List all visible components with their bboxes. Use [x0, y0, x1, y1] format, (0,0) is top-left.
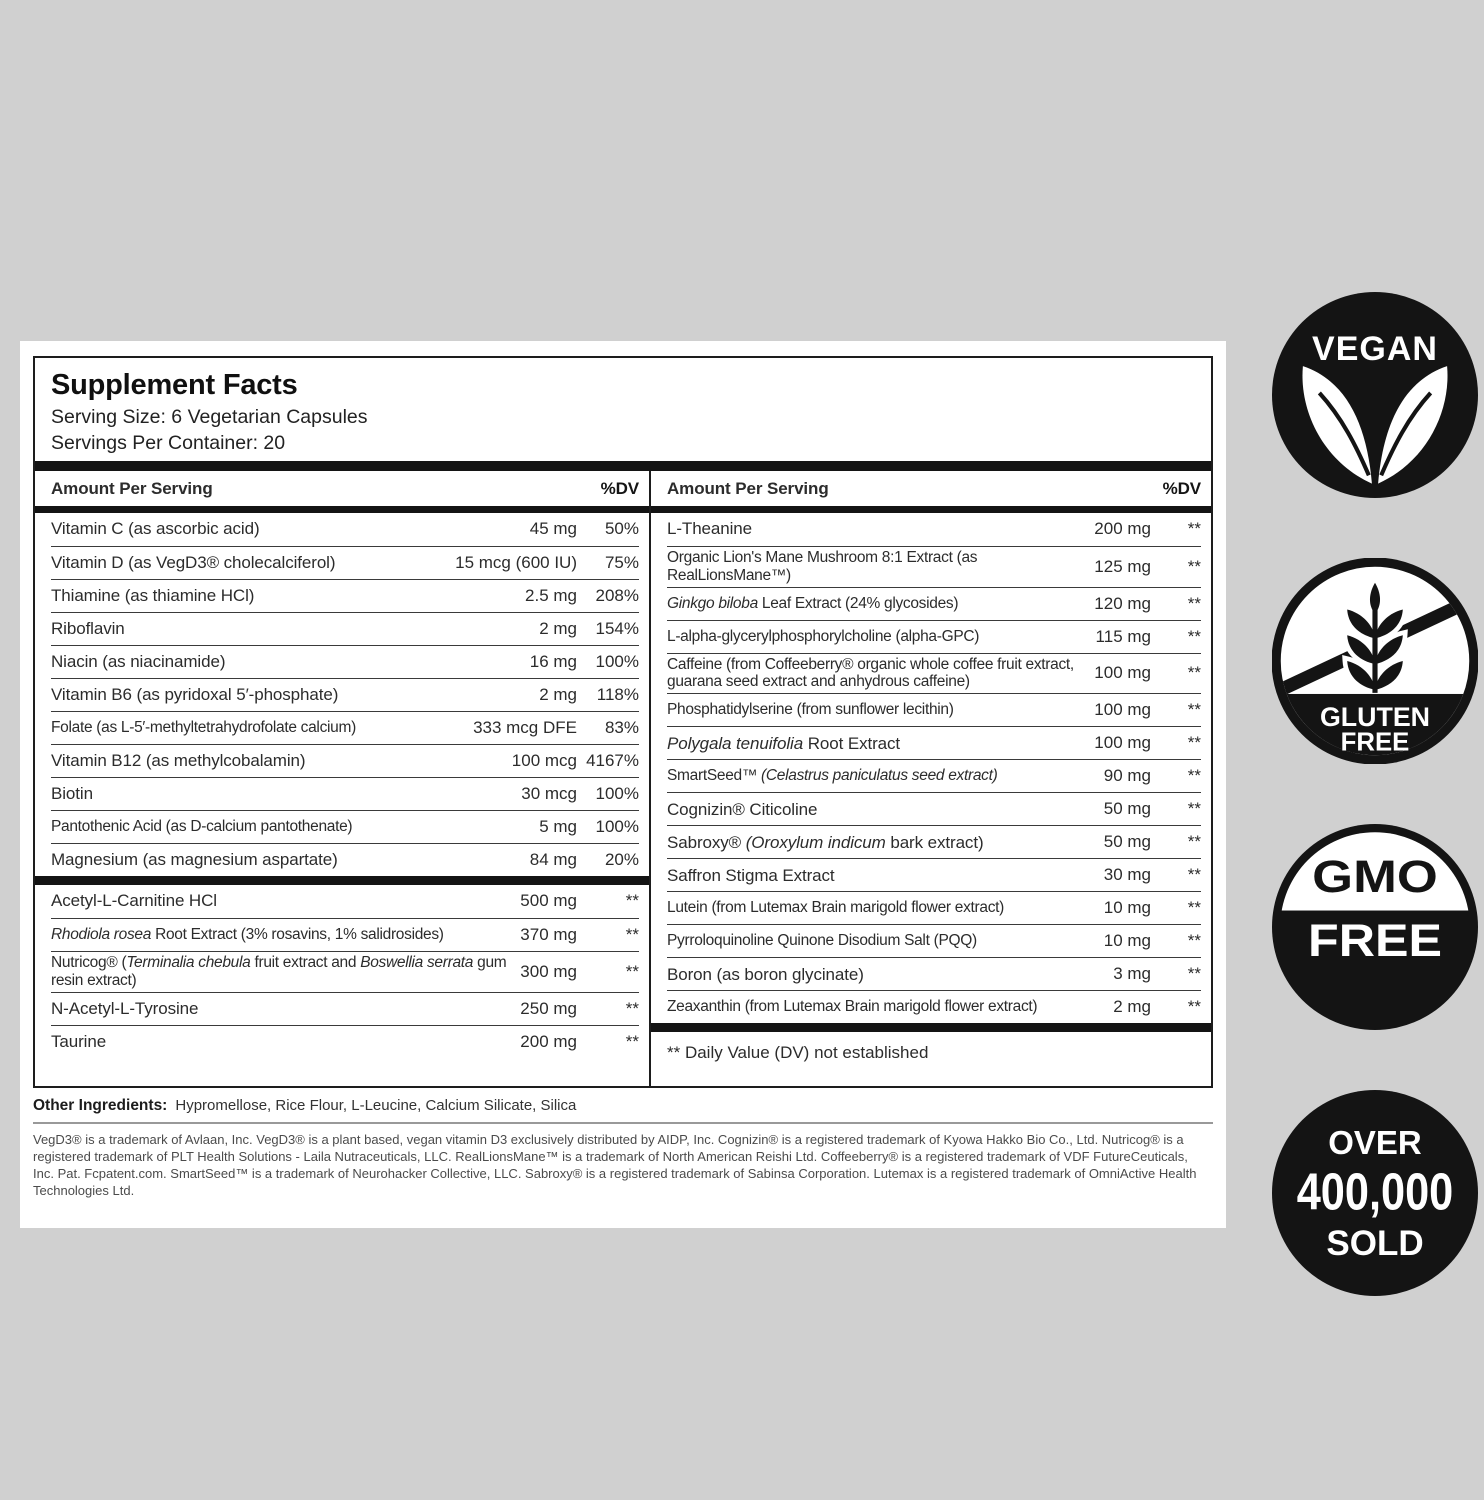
ingredient-name: Pantothenic Acid (as D-calcium pantothenate)	[51, 817, 353, 835]
column-header-bar	[35, 506, 649, 513]
ingredient-amount: 2 mg	[539, 684, 577, 704]
nutrients-column-right	[649, 471, 1211, 1086]
table-row	[51, 992, 639, 1025]
ingredient-name: SmartSeed™ (Celastrus paniculatus seed extract)	[667, 767, 998, 785]
ingredient-dv: 83%	[604, 717, 639, 737]
ingredient-amount: 10 mg	[1103, 931, 1151, 951]
gluten-free-badge-text-1: GLUTEN	[1319, 701, 1431, 732]
column-header-left	[35, 471, 649, 506]
ingredient-amount: 250 mg	[520, 998, 577, 1018]
actives-section-left	[35, 885, 649, 1058]
dv-header: %DV	[600, 478, 639, 498]
ingredient-dv: 20%	[604, 849, 639, 869]
ingredient-amount: 125 mg	[1094, 556, 1151, 576]
dv-header: %DV	[1162, 478, 1201, 498]
ingredient-dv: **	[625, 891, 639, 911]
ingredient-amount: 90 mg	[1103, 766, 1151, 786]
table-row	[667, 546, 1201, 587]
ingredient-dv: 4167%	[586, 750, 639, 770]
table-row	[51, 951, 639, 992]
ingredient-amount: 50 mg	[1103, 799, 1151, 819]
ingredient-amount: 370 mg	[520, 924, 577, 944]
servings-per-container: Servings Per Container: 20	[51, 431, 286, 454]
ingredient-name: Zeaxanthin (from Lutemax Brain marigold flower extract)	[667, 998, 1038, 1016]
other-ingredients	[20, 1088, 1226, 1115]
ingredient-amount: 2 mg	[1113, 997, 1151, 1017]
ingredient-name: Vitamin B6 (as pyridoxal 5′-phosphate)	[51, 684, 339, 704]
ingredient-amount: 84 mg	[529, 849, 577, 869]
ingredient-amount: 30 mcg	[521, 783, 577, 803]
dv-footnote: ** Daily Value (DV) not established	[667, 1043, 929, 1063]
ingredient-amount: 500 mg	[520, 891, 577, 911]
ingredient-name: Vitamin C (as ascorbic acid)	[51, 519, 260, 539]
gmo-free-badge-text-1: GMO	[1312, 850, 1438, 902]
ingredient-name: Caffeine (from Coffeeberry® organic whole coffee fruit extract, guarana seed extract and anhydrous caffeine)	[667, 655, 1074, 691]
ingredient-amount: 200 mg	[1094, 519, 1151, 539]
ingredient-dv: **	[625, 998, 639, 1018]
sold-badge-text-1: OVER	[1328, 1123, 1422, 1161]
ingredient-amount: 45 mg	[529, 519, 577, 539]
amount-per-serving-header: Amount Per Serving	[51, 478, 213, 498]
ingredient-amount: 100 mg	[1094, 700, 1151, 720]
other-ingredients-label: Other Ingredients:	[33, 1097, 168, 1114]
label-header	[35, 358, 1211, 461]
table-row	[51, 777, 639, 810]
ingredient-amount: 3 mg	[1113, 964, 1151, 984]
table-row	[51, 744, 639, 777]
ingredient-name: Biotin	[51, 783, 93, 803]
actives-section-right	[651, 513, 1211, 1024]
table-row	[51, 810, 639, 843]
ingredient-amount: 100 mcg	[511, 750, 577, 770]
gluten-free-badge	[1272, 558, 1478, 764]
header-divider-bar	[35, 461, 1211, 471]
ingredient-dv: **	[1187, 766, 1201, 786]
ingredient-name: Saffron Stigma Extract	[667, 865, 835, 885]
nutrients-column-left	[35, 471, 649, 1086]
ingredient-amount: 100 mg	[1094, 733, 1151, 753]
ingredient-dv: **	[1187, 898, 1201, 918]
table-row	[51, 843, 639, 876]
ingredient-amount: 2.5 mg	[525, 585, 577, 605]
amount-per-serving-header: Amount Per Serving	[667, 478, 829, 498]
table-row	[51, 546, 639, 579]
column-header-right	[651, 471, 1211, 506]
table-row	[51, 885, 639, 918]
table-row	[51, 711, 639, 744]
ingredient-dv: **	[1187, 832, 1201, 852]
ingredient-name: Taurine	[51, 1031, 107, 1051]
table-row	[667, 858, 1201, 891]
ingredient-name: Rhodiola rosea Root Extract (3% rosavins, 1% salidrosides)	[51, 925, 444, 943]
ingredient-amount: 120 mg	[1094, 593, 1151, 613]
ingredient-name: Thiamine (as thiamine HCl)	[51, 585, 255, 605]
ingredient-name: Organic Lion's Mane Mushroom 8:1 Extract (as RealLionsMane™)	[667, 548, 978, 584]
table-row	[51, 1025, 639, 1058]
ingredient-dv: **	[625, 1031, 639, 1051]
table-row	[667, 726, 1201, 759]
ingredient-name: Nutricog® (Terminalia chebula fruit extract and Boswellia serrata gum resin extract)	[51, 953, 507, 989]
table-row	[51, 918, 639, 951]
over-400000-sold-badge	[1272, 1090, 1478, 1296]
column-header-bar	[651, 506, 1211, 513]
section-end-bar	[651, 1023, 1211, 1032]
ingredient-amount: 16 mg	[529, 651, 577, 671]
ingredient-amount: 10 mg	[1103, 898, 1151, 918]
table-row	[51, 612, 639, 645]
section-divider-bar	[35, 876, 649, 885]
ingredient-name: Ginkgo biloba Leaf Extract (24% glycosides)	[667, 594, 959, 612]
ingredient-dv: **	[1187, 519, 1201, 539]
table-row	[667, 792, 1201, 825]
ingredient-dv: **	[1187, 700, 1201, 720]
ingredient-amount: 2 mg	[539, 618, 577, 638]
ingredient-name: Phosphatidylserine (from sunflower lecithin)	[667, 701, 954, 719]
ingredient-name: Folate (as L-5′-methyltetrahydrofolate calcium)	[51, 718, 356, 736]
gmo-free-badge-text-2: FREE	[1308, 914, 1442, 966]
label-title: Supplement Facts	[51, 369, 298, 401]
ingredient-amount: 100 mg	[1094, 663, 1151, 683]
ingredient-name: Riboflavin	[51, 618, 125, 638]
table-row	[667, 759, 1201, 792]
ingredient-name: Cognizin® Citicoline	[667, 799, 818, 819]
vitamins-section	[35, 513, 649, 876]
vegan-badge	[1272, 292, 1478, 498]
ingredient-dv: 208%	[595, 585, 639, 605]
vegan-badge-text: VEGAN	[1312, 329, 1438, 368]
supplement-facts-panel	[20, 341, 1226, 1228]
ingredient-amount: 333 mcg DFE	[473, 717, 577, 737]
sold-count-icon	[1272, 1090, 1478, 1296]
trademark-fine-print: VegD3® is a trademark of Avlaan, Inc. VegD3® is a plant based, vegan vitamin D3 exclusively distributed by AIDP, Inc. Cognizin® is a registered trademark of Kyowa Hakko Bio Co., Ltd. Nutricog® is a registered trademark of PLT Health Solutions - Laila Nutraceuticals, LLC. RealLionsMane™ is a trademark of North American Reishi Ltd. Coffeeberry® is a registered trademark of VDF FutureCeuticals, Inc. Pat. Fcpatent.com. SmartSeed™ is a trademark of Neurohacker Collective, LLC. Sabroxy® is a registered trademark of Sabinsa Corporation. Lutemax is a registered trademark of OmniActive Health Technologies Ltd.	[33, 1131, 1197, 1198]
ingredient-amount: 50 mg	[1103, 832, 1151, 852]
ingredient-dv: **	[1187, 997, 1201, 1017]
ingredient-dv: **	[1187, 865, 1201, 885]
ingredient-name: Sabroxy® (Oroxylum indicum bark extract)	[667, 832, 984, 852]
table-row	[51, 678, 639, 711]
table-row	[667, 620, 1201, 653]
ingredient-dv: **	[1187, 593, 1201, 613]
ingredient-dv: 118%	[596, 684, 639, 704]
ingredient-dv: 154%	[595, 618, 639, 638]
ingredient-dv: 100%	[595, 651, 639, 671]
ingredient-name: N-Acetyl-L-Tyrosine	[51, 998, 199, 1018]
sold-badge-text-2: 400,000	[1296, 1162, 1454, 1221]
ingredient-name: L-alpha-glycerylphosphorylcholine (alpha-GPC)	[667, 627, 980, 645]
table-row	[667, 693, 1201, 726]
serving-size: Serving Size: 6 Vegetarian Capsules	[51, 406, 368, 428]
ingredient-amount: 300 mg	[520, 961, 577, 981]
table-row	[667, 825, 1201, 858]
ingredient-name: Vitamin B12 (as methylcobalamin)	[51, 750, 306, 770]
ingredient-name: Polygala tenuifolia Root Extract	[667, 733, 901, 753]
table-row	[667, 513, 1201, 546]
table-row	[667, 924, 1201, 957]
supplement-facts-box	[33, 356, 1213, 1088]
gmo-free-badge	[1272, 824, 1478, 1030]
ingredient-dv: **	[625, 961, 639, 981]
ingredient-dv: 75%	[604, 552, 639, 572]
ingredient-name: Magnesium (as magnesium aspartate)	[51, 849, 338, 869]
gluten-free-wheat-icon	[1272, 558, 1478, 764]
table-row	[51, 579, 639, 612]
ingredient-name: Vitamin D (as VegD3® cholecalciferol)	[51, 552, 336, 572]
divider-line	[33, 1122, 1213, 1124]
table-row	[667, 957, 1201, 990]
table-row	[667, 653, 1201, 694]
ingredient-amount: 5 mg	[539, 816, 577, 836]
ingredient-amount: 15 mcg (600 IU)	[455, 552, 577, 572]
table-row	[51, 645, 639, 678]
table-row	[667, 891, 1201, 924]
ingredient-name: Pyrroloquinoline Quinone Disodium Salt (PQQ)	[667, 932, 977, 950]
table-row	[667, 990, 1201, 1023]
nutrient-columns	[35, 471, 1211, 1086]
ingredient-name: L-Theanine	[667, 519, 753, 539]
ingredient-dv: **	[1187, 931, 1201, 951]
sold-badge-text-3: SOLD	[1326, 1223, 1424, 1263]
ingredient-amount: 115 mg	[1095, 626, 1151, 646]
table-row	[51, 513, 639, 546]
ingredient-dv: **	[625, 924, 639, 944]
ingredient-dv: **	[1187, 799, 1201, 819]
other-ingredients-value: Hypromellose, Rice Flour, L-Leucine, Calcium Silicate, Silica	[175, 1097, 577, 1114]
ingredient-dv: **	[1187, 626, 1201, 646]
ingredient-name: Lutein (from Lutemax Brain marigold flower extract)	[667, 899, 1005, 917]
ingredient-dv: 50%	[604, 519, 639, 539]
ingredient-dv: **	[1187, 733, 1201, 753]
gmo-free-icon	[1272, 824, 1478, 1030]
ingredient-dv: **	[1187, 556, 1201, 576]
ingredient-amount: 30 mg	[1103, 865, 1151, 885]
ingredient-name: Niacin (as niacinamide)	[51, 651, 226, 671]
ingredient-amount: 200 mg	[520, 1031, 577, 1051]
badge-column	[1272, 292, 1478, 1356]
ingredient-dv: 100%	[595, 816, 639, 836]
ingredient-dv: **	[1187, 964, 1201, 984]
ingredient-dv: **	[1187, 663, 1201, 683]
ingredient-dv: 100%	[595, 783, 639, 803]
table-row	[667, 587, 1201, 620]
ingredient-name: Boron (as boron glycinate)	[667, 964, 864, 984]
vegan-leaves-icon	[1272, 292, 1478, 498]
ingredient-name: Acetyl-L-Carnitine HCl	[51, 891, 217, 911]
gluten-free-badge-text-2: FREE	[1340, 728, 1410, 757]
